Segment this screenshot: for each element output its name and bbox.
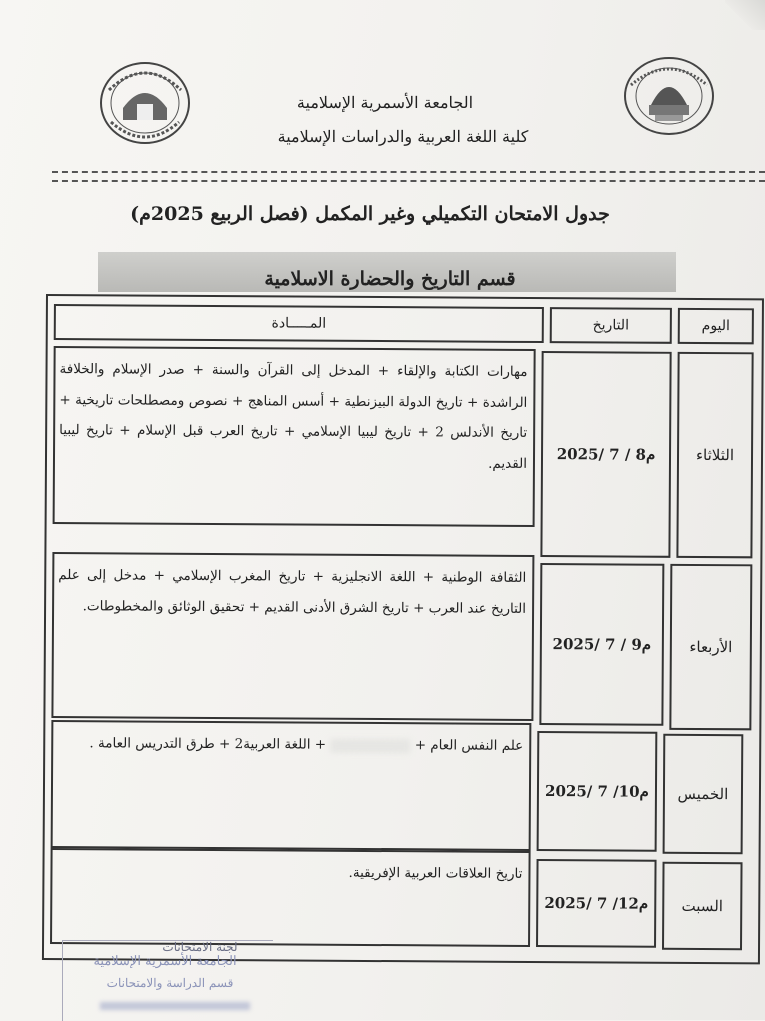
exam-schedule-table: [42, 294, 764, 964]
exam-committee-stamp: [60, 940, 270, 1020]
header-divider: [52, 171, 765, 182]
row-2-date: 2025/ 7 / 9م: [539, 563, 664, 726]
row-1-day: الثلاثاء: [676, 352, 753, 558]
header-subject: المـــــادة: [54, 304, 544, 343]
row-4-subjects: تاريخ العلاقات العربية الإفريقية.: [50, 848, 531, 947]
department-title: قسم التاريخ والحضارة الاسلامية: [264, 268, 516, 290]
row-1-date: 2025/ 7 / 8م: [540, 351, 671, 558]
row-1-subjects: مهارات الكتابة والإلقاء + المدخل إلى القرآن والسنة + صدر الإسلام والخلافة الراشدة + تاريخ الدولة البيزنطية + أسس المناهج + نصوص ومصطلحات تاريخية + تاريخ الأندلس 2 + تاريخ ليبيا الإسلامي + تاريخ العرب قبل الإسلام + تاريخ ليبيا القديم.: [53, 346, 536, 527]
row-2-day: الأربعاء: [669, 564, 752, 730]
stamp-line-3: قسم الدراسة والامتحانات: [106, 976, 234, 990]
stamp-line-1: لجنة الامتحانات: [162, 940, 238, 954]
header-day: اليوم: [678, 308, 754, 344]
college-logo-right: [621, 55, 717, 137]
row-2-subjects: الثقافة الوطنية + اللغة الانجليزية + تاريخ المغرب الإسلامي + مدخل إلى علم التاريخ عند العرب + تاريخ الشرق الأدنى القديم + تحقيق الوثائق والمخطوطات.: [51, 552, 534, 721]
college-name: كلية اللغة العربية والدراسات الإسلامية: [277, 127, 529, 146]
row-3-subjects-part-b: + اللغة العربية2 + طرق التدريس العامة .: [89, 735, 327, 753]
row-3-subjects: [51, 720, 532, 851]
page-title: جدول الامتحان التكميلي وغير المكمل (فصل الربيع 2025م): [130, 203, 610, 225]
row-3-subjects-part-a: علم النفس العام +: [414, 737, 524, 754]
stamp-line-2: الجامعة الأسمرية الإسلامية: [93, 954, 237, 969]
redacted-subject: [330, 738, 410, 752]
row-4-day: السبت: [662, 862, 743, 950]
university-name: الجامعة الأسمرية الإسلامية: [296, 93, 474, 112]
row-4-date: 2025/ 7 /12م: [536, 859, 657, 948]
row-3-day: الخميس: [663, 734, 744, 854]
row-3-date: 2025/ 7 /10م: [537, 731, 658, 852]
stamp-smudge: [100, 1002, 250, 1010]
header-date: التاريخ: [550, 307, 672, 344]
university-logo-left: [97, 60, 193, 146]
page-corner-fold: [725, 0, 765, 30]
